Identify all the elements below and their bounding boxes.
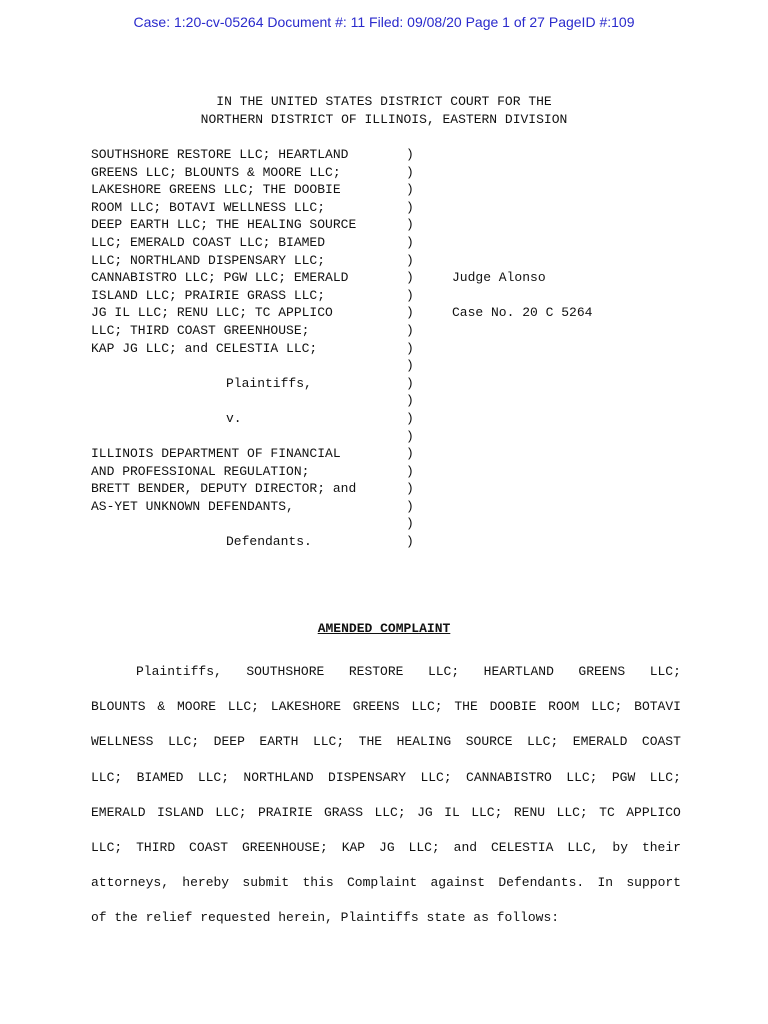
paragraph-line — [91, 760, 681, 795]
paragraph-word: and — [453, 839, 478, 855]
caption-party-text: AS-YET UNKNOWN DEFENDANTS, — [91, 498, 294, 514]
paragraph-word: RENU — [513, 804, 546, 820]
paragraph-word: EMERALD — [572, 734, 628, 750]
versus-label: v. — [226, 410, 242, 426]
caption-paren: ) — [406, 481, 414, 497]
paragraph-word: GREENS — [352, 699, 400, 715]
caption-paren: ) — [406, 252, 414, 268]
paragraph-line — [91, 689, 681, 724]
paragraph-word: ROOM — [548, 699, 580, 715]
caption-party-text: DEEP EARTH LLC; THE HEALING SOURCE — [91, 217, 357, 233]
caption-paren: ) — [406, 287, 414, 303]
paragraph-line — [91, 654, 681, 689]
paragraph-word: LLC; — [649, 769, 681, 785]
caption-paren: ) — [406, 234, 414, 250]
caption-paren: ) — [406, 516, 414, 532]
paragraph-word: COAST — [189, 839, 229, 855]
paragraph-word: attorneys, — [91, 875, 170, 891]
paragraph-word: DEEP — [213, 734, 245, 750]
court-heading — [0, 93, 768, 129]
paragraph-word: WELLNESS — [91, 734, 154, 750]
caption-paren: ) — [406, 217, 414, 233]
paragraph-word: against — [430, 875, 486, 891]
caption-party-text: JG IL LLC; RENU LLC; TC APPLICO — [91, 305, 333, 321]
paragraph-word: support — [626, 875, 681, 891]
caption-paren: ) — [406, 199, 414, 215]
caption-party-text: BRETT BENDER, DEPUTY DIRECTOR; and — [91, 481, 357, 497]
paragraph-word: GREENHOUSE; — [241, 839, 328, 855]
caption-paren: ) — [406, 428, 414, 444]
paragraph-word: LLC; — [411, 699, 443, 715]
paragraph-line — [91, 865, 681, 900]
paragraph-word: LLC; — [215, 804, 247, 820]
defendants-label: Defendants. — [226, 534, 312, 550]
paragraph-word: by — [612, 839, 629, 855]
caption-party-text: SOUTHSHORE RESTORE LLC; HEARTLAND — [91, 147, 349, 162]
paragraph-word: SOURCE — [465, 734, 513, 750]
paragraph-word: CELESTIA — [490, 839, 554, 855]
paragraph-word: LLC; — [566, 769, 598, 785]
paragraph-word: BIAMED — [136, 769, 184, 785]
paragraph-word: GRASS — [324, 804, 364, 820]
paragraph-word: Plaintiffs, — [136, 664, 222, 679]
paragraph-word: LLC; — [427, 664, 460, 679]
complaint-paragraph — [91, 654, 681, 936]
paragraph-word: HEARTLAND — [483, 664, 554, 679]
caption-paren: ) — [406, 393, 414, 409]
caption-party-text: CANNABISTRO LLC; PGW LLC; EMERALD — [91, 270, 349, 286]
paragraph-word: THIRD — [136, 839, 176, 855]
caption-party-text: ISLAND LLC; PRAIRIE GRASS LLC; — [91, 287, 326, 303]
caption-paren: ) — [406, 534, 414, 550]
paragraph-word: LLC; — [408, 839, 440, 855]
caption-paren: ) — [406, 498, 414, 514]
paragraph-word: hereby — [182, 875, 230, 891]
paragraph-word: LLC; — [312, 734, 345, 750]
paragraph-word: IL — [444, 804, 460, 820]
paragraph-word: DOOBIE — [489, 699, 537, 715]
paragraph-word: PRAIRIE — [257, 804, 313, 820]
paragraph-word: LLC, — [567, 839, 599, 855]
paragraph-word: PGW — [611, 769, 636, 785]
paragraph-word: COAST — [641, 734, 681, 750]
paragraph-word: In — [597, 875, 614, 891]
paragraph-word: NORTHLAND — [243, 769, 314, 785]
paragraph-word: LLC; — [197, 769, 230, 785]
paragraph-line: of the relief requested herein, Plaintiffs state as follows: — [91, 910, 560, 926]
paragraph-word: SOUTHSHORE — [246, 664, 325, 679]
caption-party-text: KAP JG LLC; and CELESTIA LLC; — [91, 340, 318, 356]
caption-party-text: LLC; EMERALD COAST LLC; BIAMED — [91, 234, 326, 250]
judge-name: Judge Alonso — [452, 270, 546, 286]
caption-paren: ) — [406, 305, 414, 321]
paragraph-word: HEALING — [396, 734, 452, 750]
paragraph-word: & — [157, 699, 166, 715]
paragraph-word: LAKESHORE — [270, 699, 341, 715]
paragraph-word: LLC; — [527, 734, 559, 750]
caption-paren: ) — [406, 182, 414, 198]
caption-party-text: LLC; NORTHLAND DISPENSARY LLC; — [91, 252, 326, 268]
paragraph-word: DISPENSARY — [328, 769, 407, 785]
caption-paren: ) — [406, 340, 414, 356]
paragraph-line — [91, 724, 681, 759]
caption-party-text: LLC; THIRD COAST GREENHOUSE; — [91, 322, 310, 338]
paragraph-word: EMERALD — [91, 804, 146, 820]
paragraph-word: Complaint — [346, 875, 418, 891]
paragraph-word: RESTORE — [348, 664, 404, 679]
paragraph-word: this — [302, 875, 334, 891]
paragraph-word: BLOUNTS — [91, 699, 146, 715]
paragraph-word: EARTH — [259, 734, 299, 750]
caption-paren: ) — [406, 463, 414, 479]
paragraph-word: ISLAND — [157, 804, 204, 820]
paragraph-word: TC — [599, 804, 615, 820]
paragraph-word: KAP — [341, 839, 366, 855]
caption-paren: ) — [406, 270, 414, 286]
caption-paren: ) — [406, 322, 414, 338]
paragraph-word: MOORE — [176, 699, 216, 715]
paragraph-word: CANNABISTRO — [466, 769, 552, 785]
page-header-stamp: Case: 1:20-cv-05264 Document #: 11 Filed: 09/08/20 Page 1 of 27 PageID #:109 — [133, 14, 635, 30]
paragraph-word: their — [641, 839, 681, 855]
caption-party-text: GREENS LLC; BLOUNTS & MOORE LLC; — [91, 164, 341, 180]
caption-paren: ) — [406, 375, 414, 391]
paragraph-word: submit — [242, 875, 290, 891]
paragraph-word: LLC; — [591, 699, 623, 715]
paragraph-word: GREENS — [578, 664, 626, 679]
paragraph-word: LLC; — [556, 804, 588, 820]
caption-paren: ) — [406, 410, 414, 426]
court-heading-line-2: NORTHERN DISTRICT OF ILLINOIS, EASTERN DIVISION — [200, 112, 568, 127]
paragraph-word: JG — [379, 839, 395, 855]
caption-party-text: ROOM LLC; BOTAVI WELLNESS LLC; — [91, 199, 326, 215]
paragraph-word: LLC; — [227, 699, 259, 715]
paragraph-word: BOTAVI — [634, 699, 681, 715]
court-heading-line-1: IN THE UNITED STATES DISTRICT COURT FOR THE — [216, 94, 552, 109]
paragraph-word: APPLICO — [626, 804, 681, 820]
caption-party-text: ILLINOIS DEPARTMENT OF FINANCIAL — [91, 446, 341, 462]
paragraph-word: JG — [417, 804, 433, 820]
caption-paren: ) — [406, 446, 414, 462]
paragraph-line — [91, 795, 681, 830]
paragraph-word: LLC; — [91, 839, 123, 855]
caption-paren: ) — [406, 358, 414, 374]
paragraph-line — [91, 830, 681, 865]
plaintiffs-label: Plaintiffs, — [226, 375, 312, 391]
case-number: Case No. 20 C 5264 — [452, 305, 593, 321]
paragraph-word: LLC; — [374, 804, 406, 820]
paragraph-word: LLC; — [649, 664, 681, 679]
document-title: AMENDED COMPLAINT — [317, 621, 451, 636]
paragraph-word: LLC; — [167, 734, 200, 750]
caption-party-text: AND PROFESSIONAL REGULATION; — [91, 463, 310, 479]
paragraph-word: Defendants. — [498, 875, 585, 891]
caption-party-text: LAKESHORE GREENS LLC; THE DOOBIE — [91, 182, 341, 198]
paragraph-word: LLC; — [91, 769, 123, 785]
paragraph-word: THE — [358, 734, 383, 750]
caption-paren: ) — [406, 164, 414, 180]
caption-paren: ) — [406, 147, 414, 162]
paragraph-word: LLC; — [471, 804, 503, 820]
paragraph-word: THE — [454, 699, 478, 715]
paragraph-word: LLC; — [420, 769, 452, 785]
